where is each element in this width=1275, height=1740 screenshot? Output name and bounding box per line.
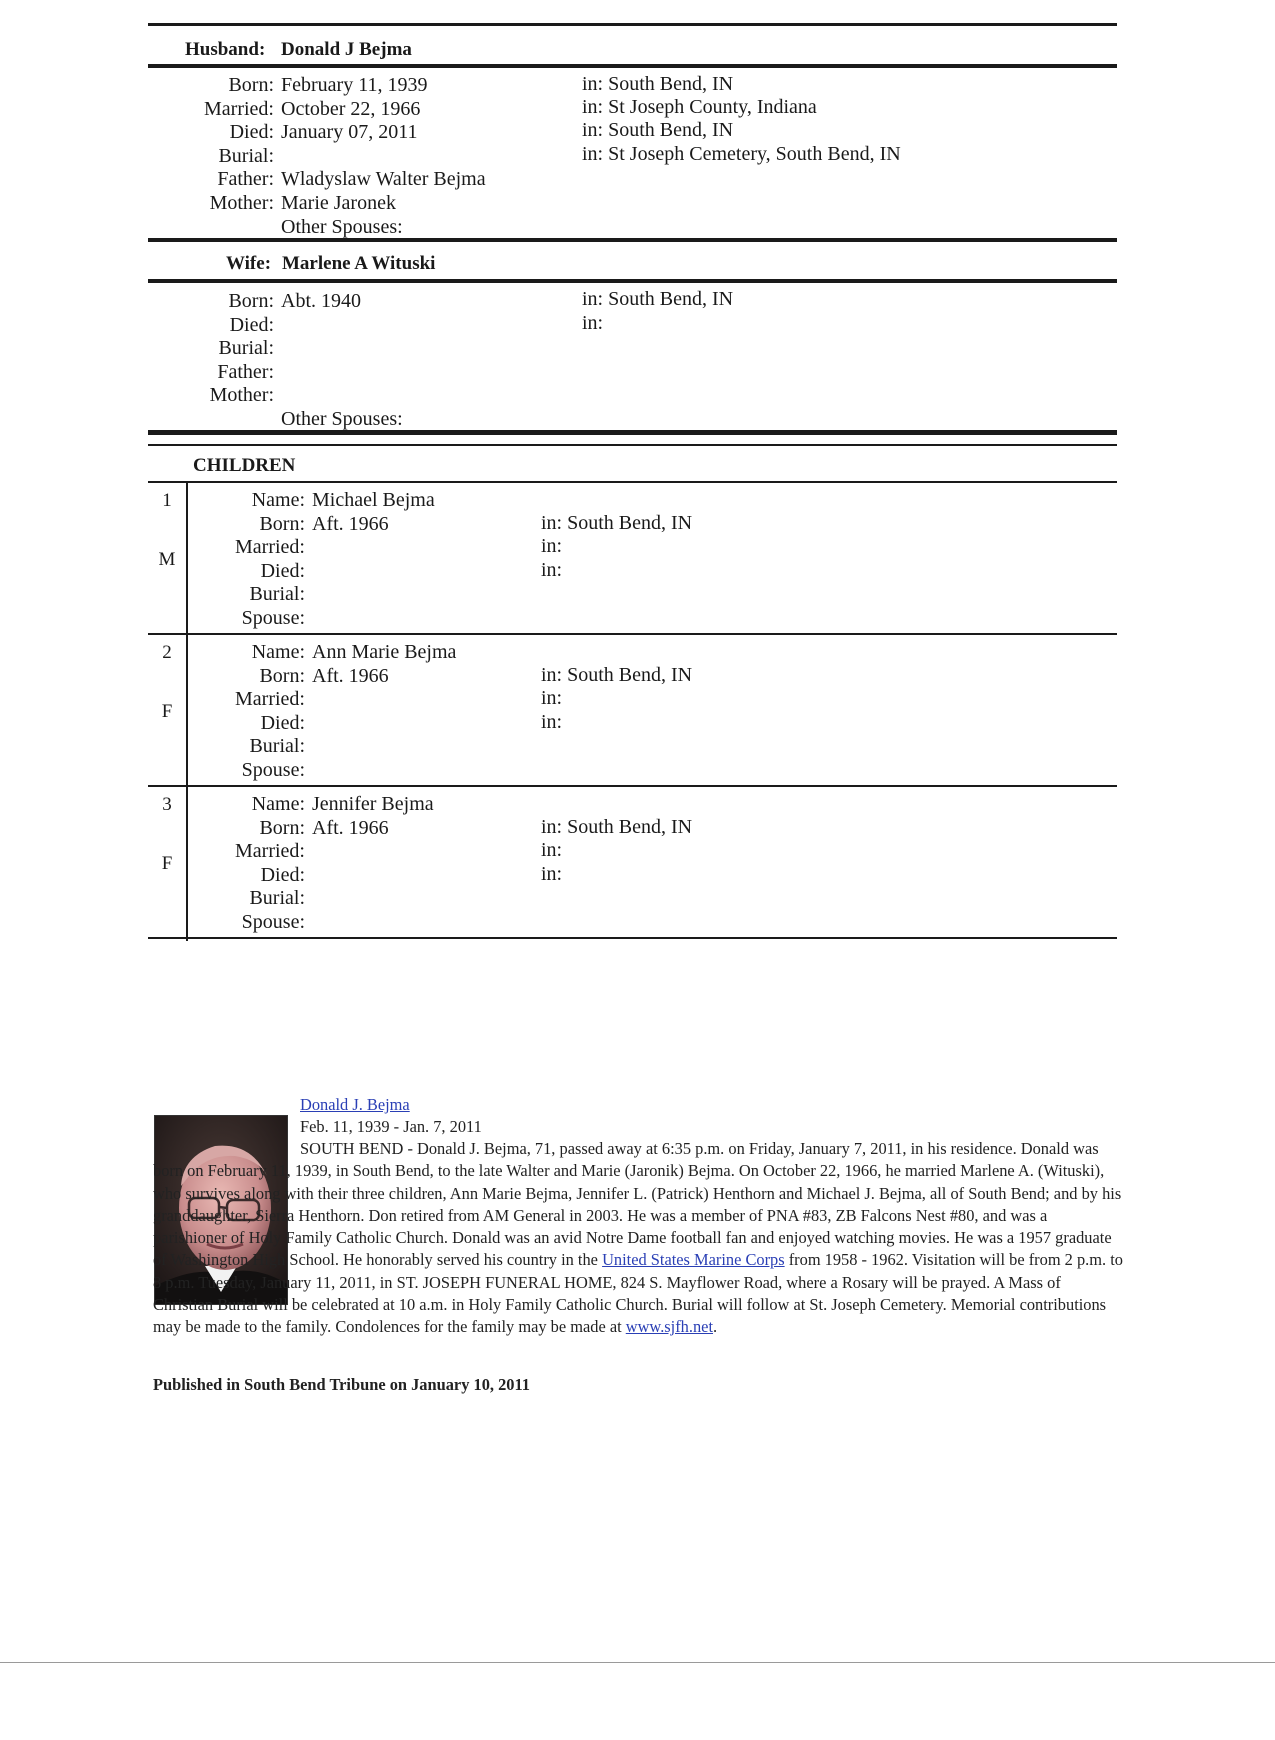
fact-label: Name: <box>251 641 305 663</box>
fact-label: Burial: <box>218 145 274 167</box>
fact-value: Marie Jaronek <box>281 192 396 214</box>
children-header-rule <box>148 481 1117 483</box>
marine-corps-link[interactable]: United States Marine Corps <box>602 1250 785 1270</box>
children-bottom-rule <box>148 937 1117 939</box>
fact-value: Aft. 1966 <box>312 665 389 687</box>
fact-label: Spouse: <box>241 759 305 781</box>
fact-value: Abt. 1940 <box>281 290 361 312</box>
obituary-text-part-3: . <box>713 1317 718 1337</box>
fact-label: Spouse: <box>241 607 305 629</box>
fact-place: in: South Bend, IN <box>582 73 734 95</box>
fact-place: in: South Bend, IN <box>582 288 734 310</box>
fact-place: in: <box>541 839 563 861</box>
fact-place: in: South Bend, IN <box>541 512 693 534</box>
husband-header-label: Husband: <box>185 39 266 60</box>
other-spouses-label: Other Spouses: <box>281 408 403 430</box>
fact-label: Mother: <box>209 384 274 406</box>
published-line: Published in South Bend Tribune on January 10, 2011 <box>153 1375 530 1394</box>
child-separator-rule <box>148 633 1117 635</box>
wife-top-rule <box>148 238 1117 242</box>
fact-label: Died: <box>260 560 305 582</box>
fact-label: Married: <box>235 688 305 710</box>
funeral-home-link[interactable]: www.sjfh.net <box>625 1317 714 1337</box>
fact-value: Wladyslaw Walter Bejma <box>281 168 486 190</box>
obituary-text-part-1: SOUTH BEND - Donald J. Bejma, 71, passed away at 6:35 p.m. on Friday, January 7, 2011, in his residence. Donald was born on February 11, 1939, in South Bend, to the late Walter and Marie (Jaronik) Bejma. On October 22, 1966, he married Marlene A. (Wituski), who survives along with their three children, Ann Marie Bejma, Jennifer L. (Patrick) Henthorn and Michael J. Bejma, all of South Bend; and by his granddaughter, Sierra Henthorn. Don retired from AM General in 2003. He was a member of PNA #83, ZB Falcons Nest #80, and was a parishioner of Holy Family Catholic Church. Donald was an avid Notre Dame football fan and enjoyed watching movies. He was a 1957 graduate of Washington High School. He honorably served his country in the <box>153 1139 1122 1270</box>
fact-label: Burial: <box>249 735 305 757</box>
fact-label: Born: <box>228 290 274 312</box>
wife-header-label: Wife: <box>226 253 272 274</box>
fact-place: in: <box>541 863 563 885</box>
fact-value: February 11, 1939 <box>281 74 428 96</box>
fact-label: Burial: <box>218 337 274 359</box>
fact-label: Born: <box>259 513 305 535</box>
obituary-body <box>153 1138 1123 1339</box>
fact-label: Father: <box>217 361 274 383</box>
fact-place: in: South Bend, IN <box>541 664 693 686</box>
fact-value: Aft. 1966 <box>312 513 389 535</box>
husband-name: Donald J Bejma <box>281 39 412 60</box>
fact-place: in: <box>541 535 563 557</box>
fact-label: Burial: <box>249 583 305 605</box>
fact-label: Spouse: <box>241 911 305 933</box>
other-spouses-label: Other Spouses: <box>281 216 403 238</box>
fact-place: in: St Joseph County, Indiana <box>582 96 817 118</box>
fact-place: in: <box>582 312 604 334</box>
fact-label: Married: <box>235 536 305 558</box>
fact-value: Aft. 1966 <box>312 817 389 839</box>
children-heading: CHILDREN <box>193 455 296 476</box>
fact-label: Died: <box>260 864 305 886</box>
fact-label: Name: <box>251 489 305 511</box>
fact-value: October 22, 1966 <box>281 98 421 120</box>
fact-label: Died: <box>229 314 274 336</box>
fact-label: Married: <box>204 98 274 120</box>
fact-place: in: <box>541 687 563 709</box>
fact-label: Name: <box>251 793 305 815</box>
fact-label: Died: <box>260 712 305 734</box>
fact-place: in: <box>541 711 563 733</box>
fact-place: in: <box>541 559 563 581</box>
child-separator-rule <box>148 785 1117 787</box>
child-sex: M <box>158 549 176 570</box>
children-top-rule-thick <box>148 430 1117 435</box>
fact-label: Born: <box>228 74 274 96</box>
obituary-text-part-2: from 1958 - 1962. Visitation will be from 2 p.m. to 8 p.m. Tuesday, January 11, 2011, in ST. JOSEPH FUNERAL HOME, 824 S. Mayflower Road, where a Rosary will be prayed. A Mass of Christian Burial will be celebrated at 10 a.m. in Holy Family Catholic Church. Burial will follow at St. Joseph Cemetery. Memorial contributions may be made to the family. Condolences for the family may be made at <box>153 1250 1123 1337</box>
fact-value: Jennifer Bejma <box>312 793 434 815</box>
fact-label: Mother: <box>209 192 274 214</box>
fact-place: in: South Bend, IN <box>541 816 693 838</box>
fact-value: January 07, 2011 <box>281 121 418 143</box>
scan-edge-line <box>0 1662 1275 1663</box>
child-sex: F <box>161 701 173 722</box>
fact-value: Michael Bejma <box>312 489 435 511</box>
obituary-dates: Feb. 11, 1939 - Jan. 7, 2011 <box>300 1117 482 1136</box>
children-top-rule-thin <box>148 444 1117 446</box>
fact-label: Married: <box>235 840 305 862</box>
fact-value: Ann Marie Bejma <box>312 641 457 663</box>
husband-top-rule <box>148 23 1117 26</box>
fact-label: Born: <box>259 817 305 839</box>
fact-label: Died: <box>229 121 274 143</box>
fact-label: Father: <box>217 168 274 190</box>
child-number: 1 <box>162 490 172 511</box>
child-sex: F <box>161 853 173 874</box>
wife-name: Marlene A Wituski <box>282 253 436 274</box>
fact-place: in: South Bend, IN <box>582 119 734 141</box>
husband-header-rule <box>148 64 1117 68</box>
obituary-name-link[interactable]: Donald J. Bejma <box>300 1095 410 1114</box>
fact-place: in: St Joseph Cemetery, South Bend, IN <box>582 143 901 165</box>
child-number: 3 <box>162 794 172 815</box>
fact-label: Born: <box>259 665 305 687</box>
wife-header-rule <box>148 279 1117 283</box>
child-number: 2 <box>162 642 172 663</box>
fact-label: Burial: <box>249 887 305 909</box>
